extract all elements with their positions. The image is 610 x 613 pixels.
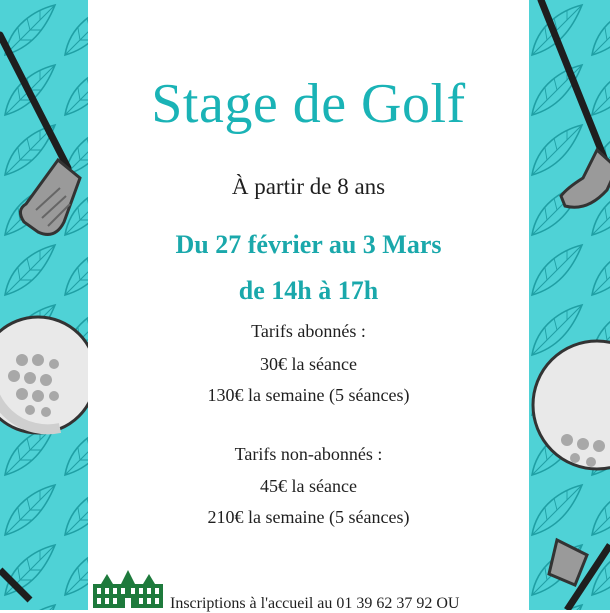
registration-info: Inscriptions à l'accueil au 01 39 62 37 92 OU <box>170 595 460 612</box>
subscribers-heading: Tarifs abonnés : <box>251 321 366 341</box>
poster-panel <box>88 0 529 610</box>
subscribers-session-price: 30€ la séance <box>260 354 357 374</box>
age-requirement: À partir de 8 ans <box>231 174 386 199</box>
non-subscribers-session-price: 45€ la séance <box>260 476 357 496</box>
non-subscribers-week-price: 210€ la semaine (5 séances) <box>207 507 410 527</box>
date-range: Du 27 février au 3 Mars <box>175 230 442 259</box>
golf-ball-icon <box>0 317 90 433</box>
time-range: de 14h à 17h <box>238 276 379 305</box>
chateau-logo-icon <box>91 566 165 610</box>
left-pattern-strip <box>0 0 90 610</box>
non-subscribers-heading: Tarifs non-abonnés : <box>234 444 383 464</box>
subscribers-week-price: 130€ la semaine (5 séances) <box>207 385 410 405</box>
poster-title: Stage de Golf <box>151 73 466 135</box>
right-pattern-strip <box>527 0 610 610</box>
